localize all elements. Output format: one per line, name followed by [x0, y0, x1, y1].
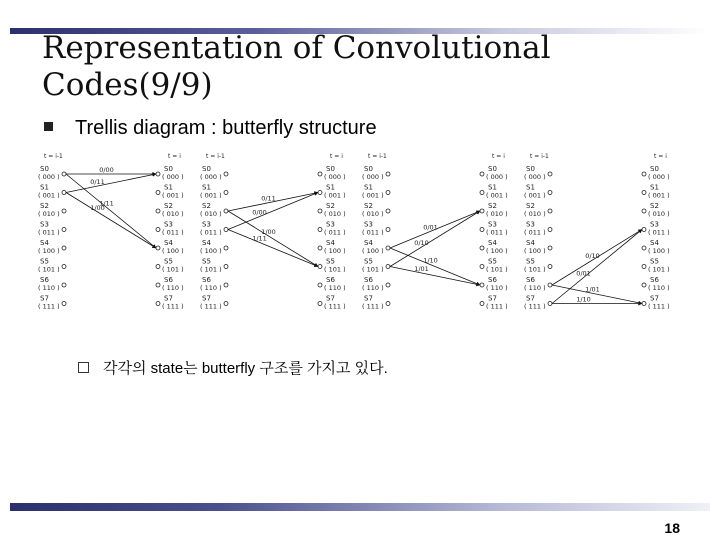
panel1-left-state-code: ( 010 ) [38, 210, 60, 218]
panel3-right-state-name: S5 [488, 257, 497, 266]
panel1-left-state-name: S3 [40, 220, 49, 229]
panel4-left-state-node [548, 228, 552, 232]
panel3-right-state-code: ( 100 ) [486, 247, 508, 255]
panel3-left-state-code: ( 000 ) [362, 173, 384, 181]
panel3-left-state-node [386, 172, 390, 176]
panel4-right-state-name: S7 [650, 294, 659, 303]
panel2-right-state-node [318, 172, 322, 176]
panel1-left-state-name: S1 [40, 183, 49, 192]
panel2-left-state-name: S5 [202, 257, 211, 266]
panel1-left-state-name: S6 [40, 276, 49, 284]
panel3-left-state-node [386, 283, 390, 287]
panel3-left-state-name: S1 [364, 183, 373, 192]
panel4-left-time-header: t = i-1 [530, 153, 549, 160]
panel4-right-state-name: S5 [650, 257, 659, 266]
bullet-butterfly-text: 각각의 state는 butterfly 구조를 가지고 있다. [103, 360, 388, 377]
panel4-left-state-name: S4 [526, 239, 535, 247]
panel4-left-state-code: ( 111 ) [524, 302, 546, 311]
panel4-left-state-code: ( 010 ) [524, 210, 546, 218]
panel3-left-state-node [386, 209, 390, 213]
branch-label: 1/11 [99, 199, 114, 208]
panel4-right-state-name: S6 [650, 276, 659, 284]
panel1-right-state-code: ( 111 ) [162, 302, 184, 311]
panel3-left-state-name: S0 [364, 165, 373, 173]
panel2-left-state-node [224, 172, 228, 176]
trellis-branch-arrow [66, 174, 156, 193]
panel1-right-state-code: ( 100 ) [162, 247, 184, 255]
panel4-left-state-node [548, 209, 552, 213]
branch-label: 0/00 [99, 166, 114, 174]
panel3-left-state-name: S4 [364, 239, 373, 247]
panel2-left-state-name: S2 [202, 202, 211, 210]
panel3-left-state-code: ( 100 ) [362, 247, 384, 255]
panel3-right-state-code: ( 101 ) [486, 265, 508, 274]
panel1-right-state-code: ( 011 ) [162, 228, 184, 237]
panel1-left-state-node [62, 246, 66, 250]
panel2-right-state-name: S4 [326, 239, 335, 247]
panel3-right-state-node [480, 283, 484, 287]
panel2-left-state-node [224, 302, 228, 306]
panel3-right-state-node [480, 246, 484, 250]
panel4-left-state-name: S1 [526, 183, 535, 192]
panel4-right-state-node [642, 283, 646, 287]
panel4-right-time-header: t = i [654, 153, 667, 160]
branch-label: 0/10 [585, 252, 600, 261]
panel4-left-state-code: ( 101 ) [524, 265, 546, 274]
panel3-right-state-node [480, 191, 484, 195]
panel4-right-state-code: ( 001 ) [648, 191, 670, 200]
page-number: 18 [664, 520, 680, 536]
panel3-right-state-code: ( 111 ) [486, 302, 508, 311]
panel3-left-state-node [386, 265, 390, 269]
panel1-right-state-name: S7 [164, 294, 173, 303]
panel1-left-state-node [62, 209, 66, 213]
panel1-right-state-node [156, 228, 160, 232]
panel1-right-state-node [156, 172, 160, 176]
bullet-trellis-text: Trellis diagram : butterfly structure [75, 117, 377, 139]
panel3-right-state-name: S1 [488, 183, 497, 192]
panel3-right-state-code: ( 011 ) [486, 228, 508, 237]
panel3-right-state-node [480, 172, 484, 176]
panel4-right-state-node [642, 265, 646, 269]
panel2-left-state-name: S0 [202, 165, 211, 173]
panel4-left-state-name: S7 [526, 294, 535, 303]
panel3-right-state-node [480, 209, 484, 213]
panel1-left-state-name: S0 [40, 165, 49, 173]
slide-title [42, 30, 682, 104]
panel1-right-state-code: ( 101 ) [162, 265, 184, 274]
branch-label: 1/01 [585, 285, 600, 294]
panel3-right-state-name: S4 [488, 239, 497, 247]
panel1-right-state-code: ( 010 ) [162, 210, 184, 218]
panel4-right-state-code: ( 100 ) [648, 247, 670, 255]
panel2-right-state-name: S5 [326, 257, 335, 266]
panel1-right-state-name: S1 [164, 183, 173, 192]
panel4-right-state-code: ( 011 ) [648, 228, 670, 237]
panel2-right-state-code: ( 101 ) [324, 265, 346, 274]
trellis-branch-arrow [66, 174, 156, 248]
panel4-right-state-name: S3 [650, 220, 659, 229]
panel1-left-state-code: ( 111 ) [38, 302, 60, 311]
branch-label: 0/11 [261, 194, 276, 203]
panel1-left-state-node [62, 228, 66, 232]
panel3-right-state-node [480, 228, 484, 232]
panel4-left-state-node [548, 191, 552, 195]
panel1-left-state-node [62, 191, 66, 195]
panel2-right-time-header: t = i [330, 153, 343, 160]
panel2-right-state-node [318, 246, 322, 250]
panel4-right-state-name: S1 [650, 183, 659, 192]
panel1-right-state-name: S2 [164, 202, 173, 210]
panel3-right-state-name: S0 [488, 165, 497, 173]
panel1-right-state-code: ( 110 ) [162, 284, 184, 292]
panel3-left-time-header: t = i-1 [368, 153, 387, 160]
panel4-right-state-name: S0 [650, 165, 659, 173]
panel2-right-state-code: ( 110 ) [324, 284, 346, 292]
panel2-left-state-code: ( 100 ) [200, 247, 222, 255]
bullet-trellis [44, 116, 377, 140]
panel1-left-state-name: S4 [40, 239, 49, 247]
panel4-left-state-node [548, 246, 552, 250]
panel2-left-state-node [224, 191, 228, 195]
panel3-right-state-name: S3 [488, 220, 497, 229]
branch-label: 1/00 [90, 203, 105, 212]
panel4-left-state-name: S2 [526, 202, 535, 210]
branch-label: 1/10 [576, 295, 591, 304]
square-bullet-icon [44, 122, 53, 131]
hollow-square-bullet-icon [78, 362, 89, 373]
panel1-left-state-code: ( 011 ) [38, 228, 60, 237]
branch-label: 0/10 [414, 239, 429, 248]
panel3-left-state-node [386, 228, 390, 232]
panel3-right-state-code: ( 110 ) [486, 284, 508, 292]
panel4-right-state-name: S4 [650, 239, 659, 247]
panel1-right-state-node [156, 283, 160, 287]
panel3-right-state-code: ( 000 ) [486, 173, 508, 181]
panel4-left-state-node [548, 283, 552, 287]
panel2-right-state-node [318, 191, 322, 195]
panel2-right-state-code: ( 001 ) [324, 191, 346, 200]
panel2-left-state-name: S6 [202, 276, 211, 284]
panel2-right-state-name: S0 [326, 165, 335, 173]
panel1-left-state-node [62, 265, 66, 269]
panel3-left-state-code: ( 011 ) [362, 228, 384, 237]
panel2-right-state-code: ( 011 ) [324, 228, 346, 237]
panel2-left-state-code: ( 101 ) [200, 265, 222, 274]
branch-label: 1/00 [261, 227, 276, 236]
panel1-right-state-name: S4 [164, 239, 173, 247]
trellis-branch-arrow [390, 248, 480, 285]
panel2-right-state-name: S2 [326, 202, 335, 210]
branch-label: 0/11 [90, 178, 105, 187]
panel4-right-state-node [642, 172, 646, 176]
panel3-right-state-node [480, 302, 484, 306]
panel3-left-state-name: S2 [364, 202, 373, 210]
panel4-right-state-code: ( 111 ) [648, 302, 670, 311]
panel1-left-state-code: ( 110 ) [38, 284, 60, 292]
panel2-right-state-node [318, 209, 322, 213]
panel2-right-state-node [318, 265, 322, 269]
trellis-branch-arrow [390, 264, 480, 286]
panel4-left-state-code: ( 110 ) [524, 284, 546, 292]
panel3-right-state-code: ( 010 ) [486, 210, 508, 218]
panel4-left-state-code: ( 011 ) [524, 228, 546, 237]
panel3-left-state-node [386, 302, 390, 306]
panel4-left-state-name: S3 [526, 220, 535, 229]
panel3-left-state-code: ( 101 ) [362, 265, 384, 274]
panel4-right-state-node [642, 209, 646, 213]
panel1-right-state-code: ( 001 ) [162, 191, 184, 200]
panel2-left-state-node [224, 228, 228, 232]
panel1-left-state-code: ( 000 ) [38, 173, 60, 181]
panel4-left-state-name: S5 [526, 257, 535, 266]
panel1-left-state-name: S5 [40, 257, 49, 266]
panel2-left-state-code: ( 001 ) [200, 191, 222, 200]
panel1-right-state-name: S5 [164, 257, 173, 266]
panel1-right-state-name: S6 [164, 276, 173, 284]
slide-title-line1: Representation of Convolutional [42, 30, 551, 66]
panel2-right-state-name: S3 [326, 220, 335, 229]
panel1-right-state-node [156, 302, 160, 306]
panel3-right-state-name: S6 [488, 276, 497, 284]
panel4-right-state-code: ( 010 ) [648, 210, 670, 218]
panel3-left-state-code: ( 010 ) [362, 210, 384, 218]
panel2-left-state-node [224, 283, 228, 287]
panel2-right-state-node [318, 283, 322, 287]
panel2-left-state-node [224, 209, 228, 213]
panel3-left-state-name: S5 [364, 257, 373, 266]
slide-title-line2: Codes(9/9) [42, 67, 213, 103]
panel3-left-state-node [386, 191, 390, 195]
panel4-right-state-code: ( 000 ) [648, 173, 670, 181]
panel1-right-state-node [156, 246, 160, 250]
panel2-left-state-code: ( 110 ) [200, 284, 222, 292]
panel2-left-state-code: ( 011 ) [200, 228, 222, 237]
panel4-right-state-node [642, 191, 646, 195]
panel2-left-state-node [224, 265, 228, 269]
panel4-left-state-node [548, 172, 552, 176]
panel2-right-state-node [318, 228, 322, 232]
trellis-branch-arrow [228, 208, 318, 267]
panel2-right-state-code: ( 000 ) [324, 173, 346, 181]
panel3-right-state-name: S2 [488, 202, 497, 210]
panel3-left-state-name: S7 [364, 294, 373, 303]
panel4-right-state-node [642, 302, 646, 306]
panel3-right-time-header: t = i [492, 153, 505, 160]
branch-label: 1/10 [423, 256, 438, 265]
panel3-right-state-node [480, 265, 484, 269]
panel4-left-state-code: ( 100 ) [524, 247, 546, 255]
panel4-left-state-name: S6 [526, 276, 535, 284]
panel4-right-state-node [642, 228, 646, 232]
panel3-left-state-node [386, 246, 390, 250]
panel4-right-state-node [642, 246, 646, 250]
panel1-left-state-name: S2 [40, 202, 49, 210]
branch-label: 0/01 [576, 269, 591, 278]
panel2-right-state-name: S7 [326, 294, 335, 303]
panel2-left-state-name: S4 [202, 239, 211, 247]
panel3-left-state-code: ( 111 ) [362, 302, 384, 311]
branch-label: 0/00 [252, 208, 267, 217]
panel1-left-state-code: ( 100 ) [38, 247, 60, 255]
panel1-right-state-node [156, 191, 160, 195]
panel1-right-state-node [156, 265, 160, 269]
panel2-left-state-name: S7 [202, 294, 211, 303]
panel2-right-state-name: S6 [326, 276, 335, 284]
panel1-left-time-header: t = i-1 [44, 153, 63, 160]
panel4-right-state-code: ( 101 ) [648, 265, 670, 274]
panel2-right-state-code: ( 010 ) [324, 210, 346, 218]
panel3-left-state-name: S6 [364, 276, 373, 284]
panel1-left-state-code: ( 001 ) [38, 191, 60, 200]
panel3-left-state-code: ( 110 ) [362, 284, 384, 292]
branch-label: 0/01 [423, 223, 438, 232]
branch-label: 1/01 [414, 264, 429, 273]
panel2-left-state-name: S3 [202, 220, 211, 229]
panel2-left-state-code: ( 010 ) [200, 210, 222, 218]
panel4-right-state-name: S2 [650, 202, 659, 210]
panel1-left-state-node [62, 172, 66, 176]
panel2-left-state-name: S1 [202, 183, 211, 192]
panel2-right-state-name: S1 [326, 183, 335, 192]
panel2-left-state-node [224, 246, 228, 250]
panel2-left-time-header: t = i-1 [206, 153, 225, 160]
panel1-left-state-code: ( 101 ) [38, 265, 60, 274]
panel1-right-time-header: t = i [168, 153, 181, 160]
panel4-left-state-name: S0 [526, 165, 535, 173]
panel4-left-state-code: ( 000 ) [524, 173, 546, 181]
panel2-right-state-node [318, 302, 322, 306]
panel1-right-state-node [156, 209, 160, 213]
panel4-left-state-node [548, 265, 552, 269]
panel3-left-state-name: S3 [364, 220, 373, 229]
panel3-left-state-code: ( 001 ) [362, 191, 384, 200]
bullet-butterfly-note [78, 360, 388, 378]
panel3-right-state-name: S7 [488, 294, 497, 303]
panel3-right-state-code: ( 001 ) [486, 191, 508, 200]
panel4-right-state-code: ( 110 ) [648, 284, 670, 292]
panel2-right-state-code: ( 100 ) [324, 247, 346, 255]
panel1-right-state-name: S3 [164, 220, 173, 229]
branch-label: 1/11 [252, 234, 267, 243]
bottom-accent-bar [10, 503, 710, 511]
panel2-left-state-code: ( 000 ) [200, 173, 222, 181]
panel1-left-state-node [62, 283, 66, 287]
panel2-left-state-code: ( 111 ) [200, 302, 222, 311]
panel1-right-state-name: S0 [164, 165, 173, 173]
panel1-left-state-name: S7 [40, 294, 49, 303]
panel4-left-state-code: ( 001 ) [524, 191, 546, 200]
panel1-left-state-node [62, 302, 66, 306]
panel2-right-state-code: ( 111 ) [324, 302, 346, 311]
trellis-diagram [30, 152, 690, 322]
panel4-left-state-node [548, 302, 552, 306]
panel1-right-state-code: ( 000 ) [162, 173, 184, 181]
